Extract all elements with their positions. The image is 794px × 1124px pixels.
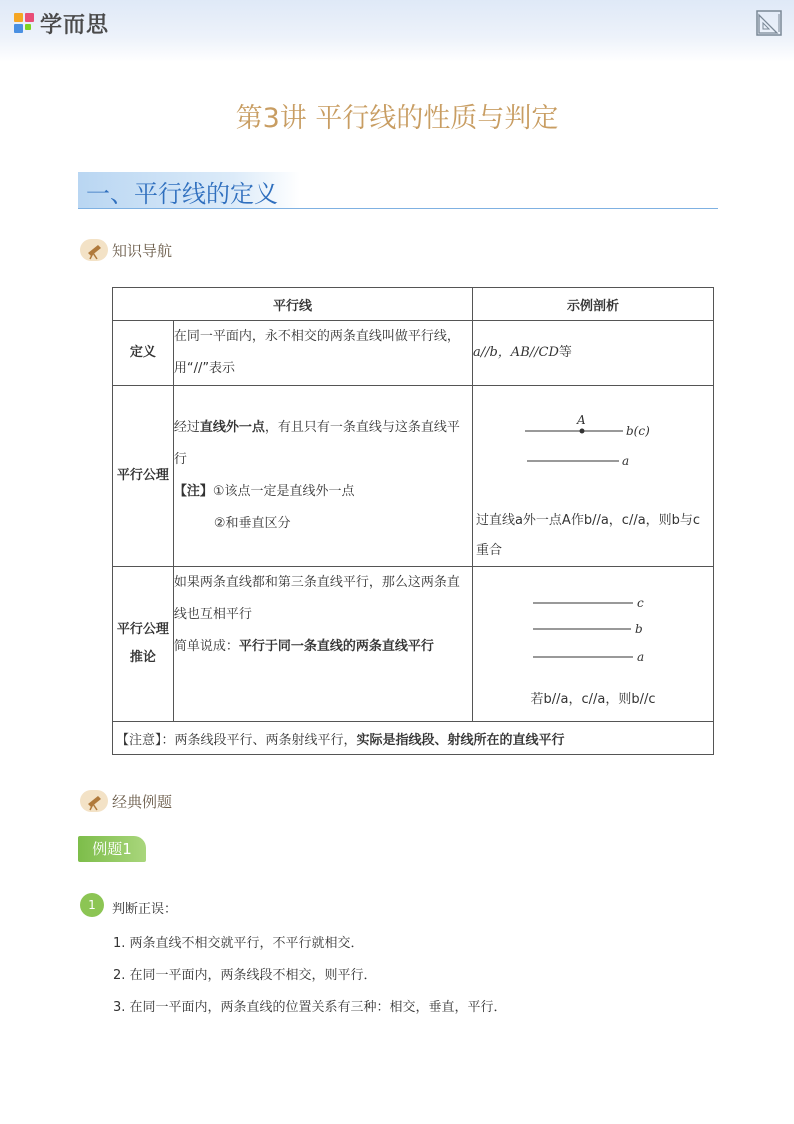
definition-text: 在同一平面内，永不相交的两条直线叫做平行线，用“//”表示 xyxy=(173,321,472,386)
telescope-icon xyxy=(80,239,108,261)
corollary-summary-bold: 平行于同一条直线的两条直线平行 xyxy=(238,639,434,654)
question-item-3: 3. 在同一平面内，两条直线的位置关系有三种：相交，垂直，平行． xyxy=(113,1000,507,1015)
axiom-text xyxy=(173,386,472,567)
section-title: 一、平行线的定义 xyxy=(86,180,278,208)
page-title: 第3讲 平行线的性质与判定 xyxy=(235,103,559,134)
corollary-example xyxy=(472,567,713,722)
table-row-attention xyxy=(113,722,714,755)
corollary-label-line2: 推论 xyxy=(129,650,156,665)
definition-example xyxy=(472,321,713,386)
corollary-line-c-label: c xyxy=(636,596,644,610)
axiom-point-a xyxy=(579,429,584,434)
corollary-caption: 若b//a，c//a，则b//c xyxy=(530,692,656,707)
corollary-line-a-label: a xyxy=(636,650,645,664)
axiom-figure xyxy=(473,386,713,506)
table-header-example: 示例剖析 xyxy=(472,288,713,321)
example-tag: 例题1 xyxy=(78,836,146,862)
axiom-point-label: A xyxy=(576,413,586,427)
classic-examples-label: 经典例题 xyxy=(112,792,173,811)
section-banner xyxy=(78,172,718,208)
logo-text: 学而思 xyxy=(40,13,110,38)
logo-icon xyxy=(14,13,36,35)
axiom-example xyxy=(472,386,713,567)
telescope-icon xyxy=(80,790,108,812)
corollary-label xyxy=(113,567,174,722)
axiom-text-bold: 直线外一点 xyxy=(199,420,265,435)
axiom-note-1: ①该点一定是直线外一点 xyxy=(212,484,355,499)
table-header-row xyxy=(113,288,714,321)
axiom-line-bc-label: b(c) xyxy=(625,424,650,438)
axiom-line-a-label: a xyxy=(621,454,630,468)
logo xyxy=(14,8,109,39)
definition-label: 定义 xyxy=(113,321,174,386)
corollary-line-b-label: b xyxy=(634,622,643,636)
question-number-badge: 1 xyxy=(80,893,104,917)
knowledge-table xyxy=(112,287,714,755)
corollary-statement: 如果两条直线都和第三条直线平行，那么这两条直线也互相平行 xyxy=(173,575,460,622)
axiom-label: 平行公理 xyxy=(113,386,174,567)
table-row-definition xyxy=(113,321,714,386)
table-row-axiom xyxy=(113,386,714,567)
attention-bold: 实际是指线段、射线所在的直线平行 xyxy=(356,732,565,748)
table-row-corollary xyxy=(113,567,714,722)
axiom-text-post: ，有且只有一条直线与这条直线平行 xyxy=(173,420,460,467)
question-item-2: 2. 在同一平面内，两条线段不相交，则平行． xyxy=(113,968,377,983)
attention-prefix: 【注意】：两条线段平行、两条射线平行， xyxy=(116,732,357,748)
question-item-1: 1. 两条直线不相交就平行，不平行就相交． xyxy=(113,936,364,951)
header-band xyxy=(0,0,794,62)
axiom-caption: 过直线a外一点A作b//a，c//a，则b与c重合 xyxy=(475,513,701,558)
table-header-parallel: 平行线 xyxy=(113,288,473,321)
ruler-triangle-icon xyxy=(756,10,782,36)
axiom-note-label: 【注】 xyxy=(173,484,213,499)
corollary-figure xyxy=(473,567,713,685)
definition-example-math: a//b，AB//CD xyxy=(472,345,559,360)
corollary-summary-prefix: 简单说成： xyxy=(173,639,239,654)
axiom-note-2: ②和垂直区分 xyxy=(213,516,291,531)
knowledge-nav-label: 知识导航 xyxy=(112,241,173,260)
question-prompt: 判断正误： xyxy=(112,902,178,917)
attention-note xyxy=(113,722,714,755)
corollary-text xyxy=(173,567,472,722)
axiom-text-pre: 经过 xyxy=(173,420,200,435)
definition-example-suffix: 等 xyxy=(558,345,572,360)
corollary-label-line1: 平行公理 xyxy=(116,622,169,637)
knowledge-nav-heading xyxy=(80,239,172,261)
classic-examples-heading xyxy=(80,790,172,812)
